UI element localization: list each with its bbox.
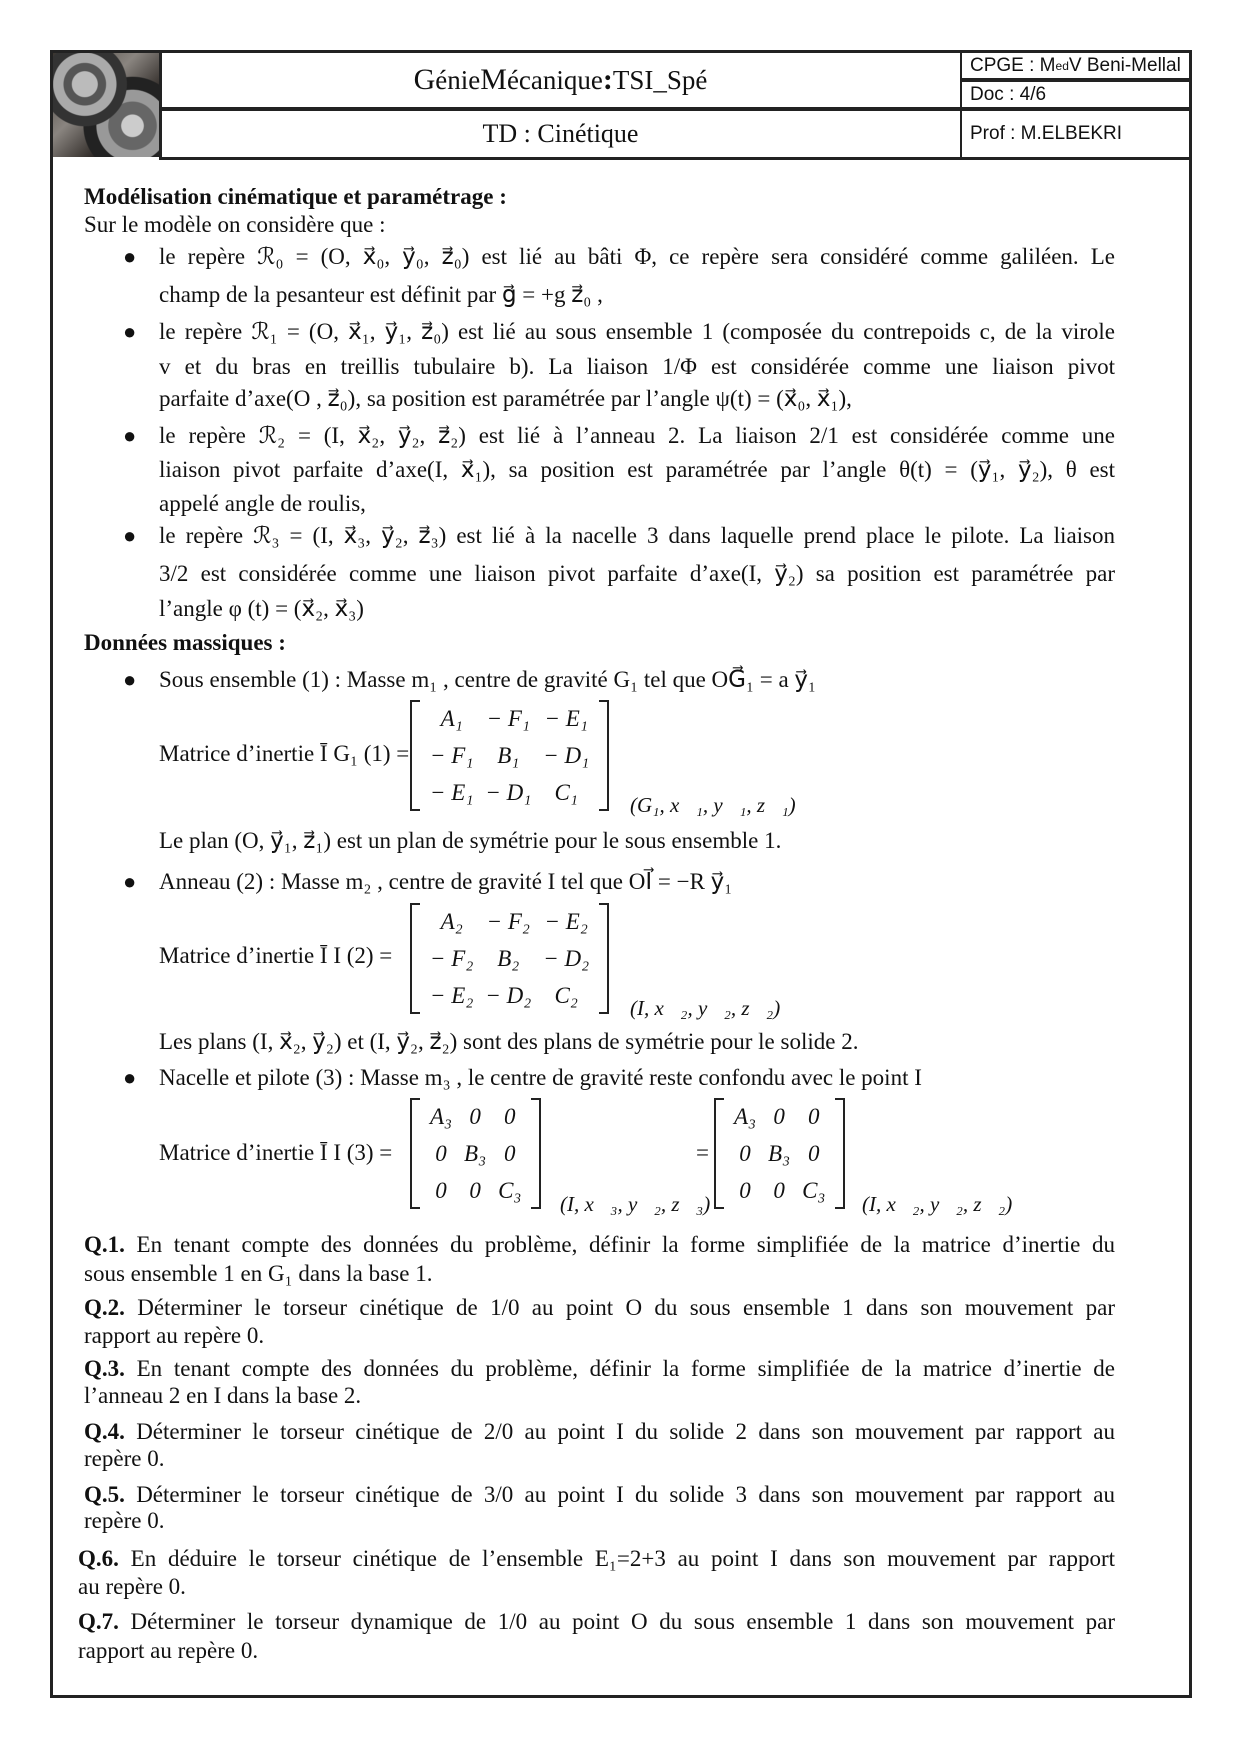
- section-heading-donnees-massiques: Données massiques :: [84, 630, 286, 655]
- matrix-bracket-left: [410, 700, 420, 811]
- matrix-cell: − F₂: [430, 945, 474, 971]
- matrix-row: [424, 977, 595, 1014]
- matrix-cell: 0: [773, 1103, 785, 1129]
- document-header: [50, 50, 1192, 160]
- question-text: Déterminer le torseur cinétique de 2/0 au point I du solide 2 dans son mouvement par rapport au: [136, 1419, 1115, 1444]
- bullet-icon: ●: [123, 869, 137, 894]
- matrix-cell: A₂: [440, 908, 463, 934]
- matrix-bracket-right: [531, 1098, 541, 1209]
- matrix-cell: − E₂: [430, 982, 474, 1008]
- gears-logo-image: [53, 53, 162, 157]
- matrix-cell: 0: [773, 1177, 785, 1203]
- s2-matrix-basis: (I, x⃗₂, y⃗₂, z⃗₂): [630, 996, 781, 1020]
- title-part: TSI_Spé: [612, 64, 708, 95]
- matrix-cell: B₃: [768, 1140, 791, 1166]
- equals-sign: =: [696, 1140, 709, 1165]
- matrix-cell: 0: [808, 1103, 820, 1129]
- matrix-cell: C₂: [554, 982, 578, 1008]
- td-subtitle: TD : Cinétique: [159, 108, 962, 160]
- matrix-cell: C₁: [554, 779, 578, 805]
- bullet-3-line-3: appelé angle de roulis,: [159, 491, 366, 516]
- school-sup: ed: [1055, 58, 1069, 73]
- matrix-cell: − F₂: [486, 908, 530, 934]
- question-text: Déterminer le torseur cinétique de 1/0 au point O du sous ensemble 1 dans son mouvement par: [137, 1295, 1116, 1320]
- matrix-row: [728, 1172, 831, 1209]
- matrix-cell: − E₁: [544, 705, 588, 731]
- question-6-continuation: au repère 0.: [78, 1574, 186, 1599]
- title-part: énie: [435, 64, 481, 95]
- s1-mass-line: Sous ensemble (1) : Masse m₁ , centre de gravité G₁ tel que OG⃗₁ = a y⃗₁: [159, 667, 817, 692]
- course-title: [159, 50, 962, 110]
- matrix-cell: 0: [739, 1177, 751, 1203]
- matrix-bracket-right: [835, 1098, 845, 1209]
- matrix-cell: B₃: [464, 1140, 487, 1166]
- s1-matrix-basis: (G₁, x⃗₁, y⃗₁, z⃗₁): [630, 793, 796, 817]
- intro-lead: Sur le modèle on considère que :: [84, 212, 386, 237]
- question-text: En déduire le torseur cinétique de l’ensemble E₁=2+3 au point I dans son mouvement par rapport: [130, 1546, 1115, 1571]
- title-part: :: [602, 63, 613, 96]
- matrix-row: [728, 1098, 831, 1135]
- bullet-3-line-1: le repère ℛ₂ = (I, x⃗₂, y⃗₂, z⃗₂) est lié à l’anneau 2. La liaison 2/1 est considérée comme une: [159, 423, 1115, 448]
- question-2: [84, 1293, 1115, 1323]
- question-7: [78, 1607, 1115, 1637]
- bullet-4-line-2: 3/2 est considérée comme une liaison pivot parfaite d’axe(I, y⃗₂) sa position est paramétrée par: [159, 561, 1115, 586]
- bullet-4-line-3: l’angle φ (t) = (x⃗₂, x⃗₃): [159, 596, 364, 621]
- matrix-cell: A₃: [430, 1103, 453, 1129]
- matrix-cell: − D₂: [543, 945, 590, 971]
- s3-mass-line: Nacelle et pilote (3) : Masse m₃ , le centre de gravité reste confondu avec le point I: [159, 1065, 922, 1090]
- matrix-cell: C₃: [802, 1177, 826, 1203]
- matrix-cell: 0: [435, 1177, 447, 1203]
- matrix-cell: B₁: [497, 742, 520, 768]
- s2-symmetry-note: Les plans (I, x⃗₂, y⃗₂) et (I, y⃗₂, z⃗₂) sont des plans de symétrie pour le solide 2.: [159, 1029, 859, 1054]
- bullet-icon: ●: [123, 244, 137, 269]
- matrix-cell: − F₁: [486, 705, 530, 731]
- matrix-row: [424, 1135, 527, 1172]
- bullet-2-line-3: parfaite d’axe(O , z⃗₀), sa position est paramétrée par l’angle ψ(t) = (x⃗₀, x⃗₁),: [159, 386, 852, 411]
- bullet-icon: ●: [123, 523, 137, 548]
- school-label: CPGE : M: [970, 54, 1056, 76]
- matrix-bracket-left: [714, 1098, 724, 1209]
- question-number: Q.2.: [84, 1295, 125, 1320]
- question-4-continuation: repère 0.: [84, 1446, 165, 1471]
- matrix-cell: 0: [435, 1140, 447, 1166]
- question-6: [78, 1544, 1115, 1574]
- s1-symmetry-note: Le plan (O, y⃗₁, z⃗₁) est un plan de symétrie pour le sous ensemble 1.: [159, 828, 782, 853]
- bullet-icon: ●: [123, 423, 137, 448]
- question-number: Q.7.: [78, 1609, 119, 1634]
- title-part: écanique: [506, 64, 603, 95]
- s1-matrix-label: Matrice d’inertie Ī G₁ (1) =: [159, 741, 410, 766]
- matrix-cell: C₃: [498, 1177, 522, 1203]
- matrix-bracket-left: [410, 1098, 420, 1209]
- matrix-bracket-left: [410, 903, 420, 1014]
- question-number: Q.3.: [84, 1356, 125, 1381]
- bullet-1-line-2: champ de la pesanteur est définit par g⃗ = +g z⃗₀ ,: [159, 282, 603, 307]
- matrix-cell: 0: [808, 1140, 820, 1166]
- school-cell: [960, 50, 1192, 81]
- question-5-continuation: repère 0.: [84, 1508, 165, 1533]
- question-1: [84, 1230, 1115, 1260]
- bullet-icon: ●: [123, 319, 137, 344]
- matrix-row: [728, 1135, 831, 1172]
- bullet-2-line-1: le repère ℛ₁ = (O, x⃗₁, y⃗₁, z⃗₀) est lié au sous ensemble 1 (composée du contrepoids c, de la virole: [159, 319, 1115, 344]
- bullet-4-line-1: le repère ℛ₃ = (I, x⃗₃, y⃗₂, z⃗₃) est lié à la nacelle 3 dans laquelle prend place le pilote. La liaison: [159, 523, 1115, 548]
- matrix-cell: 0: [504, 1103, 516, 1129]
- matrix-cell: − D₁: [485, 779, 532, 805]
- title-part: M: [480, 63, 507, 96]
- matrix-cell: A₃: [734, 1103, 757, 1129]
- question-number: Q.5.: [84, 1482, 125, 1507]
- matrix-cell: 0: [504, 1140, 516, 1166]
- matrix-cell: B₂: [497, 945, 520, 971]
- matrix-row: [424, 774, 595, 811]
- bullet-1-line-1: le repère ℛ₀ = (O, x⃗₀, y⃗₀, z⃗₀) est lié au bâti Φ, ce repère sera considéré comme galiléen. Le: [159, 244, 1115, 269]
- matrix-row: [424, 700, 595, 737]
- title-part: G: [413, 63, 436, 96]
- question-text: En tenant compte des données du problème, définir la forme simplifiée de la matrice d’inertie de: [136, 1356, 1115, 1381]
- s3-matrix-basis: (I, x⃗₃, y⃗₂, z⃗₃): [560, 1192, 711, 1216]
- prof-name: Prof : M.ELBEKRI: [960, 108, 1192, 160]
- question-text: En tenant compte des données du problème, définir la forme simplifiée de la matrice d’inertie du: [136, 1232, 1116, 1257]
- matrix-cell: − D₂: [485, 982, 532, 1008]
- s2-inertia-matrix: [410, 903, 609, 1014]
- question-4: [84, 1417, 1115, 1447]
- question-3: [84, 1354, 1115, 1384]
- matrix-cell: 0: [469, 1103, 481, 1129]
- question-1-continuation: sous ensemble 1 en G₁ dans la base 1.: [84, 1261, 433, 1286]
- matrix-row: [424, 1172, 527, 1209]
- bullet-2-line-2: v et du bras en treillis tubulaire b). La liaison 1/Φ est considérée comme une liaison pivot: [159, 354, 1115, 379]
- s3-matrix-basis-2: (I, x⃗₂, y⃗₂, z⃗₂): [862, 1192, 1013, 1216]
- s2-mass-line: Anneau (2) : Masse m₂ , centre de gravité I tel que OI⃗ = −R y⃗₁: [159, 869, 733, 894]
- s3-matrix-label: Matrice d’inertie Ī I (3) =: [159, 1140, 393, 1165]
- matrix-cell: 0: [739, 1140, 751, 1166]
- matrix-row: [424, 1098, 527, 1135]
- matrix-cell: A₁: [440, 705, 463, 731]
- question-number: Q.4.: [84, 1419, 125, 1444]
- bullet-3-line-2: liaison pivot parfaite d’axe(I, x⃗₁), sa position est paramétrée par l’angle θ(t) = (y⃗₁, y⃗₂), θ est: [159, 457, 1115, 482]
- question-number: Q.6.: [78, 1546, 119, 1571]
- matrix-cell: − E₂: [544, 908, 588, 934]
- matrix-bracket-right: [599, 903, 609, 1014]
- matrix-cell: 0: [469, 1177, 481, 1203]
- question-text: Déterminer le torseur dynamique de 1/0 au point O du sous ensemble 1 dans son mouvement par: [130, 1609, 1115, 1634]
- matrix-cell: − F₁: [430, 742, 474, 768]
- s3-inertia-matrix-base-2: [714, 1098, 845, 1209]
- matrix-cell: − E₁: [430, 779, 474, 805]
- matrix-row: [424, 903, 595, 940]
- matrix-row: [424, 737, 595, 774]
- question-2-continuation: rapport au repère 0.: [84, 1323, 265, 1348]
- s3-inertia-matrix: [410, 1098, 541, 1209]
- school-name: V Beni-Mellal: [1068, 54, 1181, 76]
- s1-inertia-matrix: [410, 700, 609, 811]
- s2-matrix-label: Matrice d’inertie Ī I (2) =: [159, 943, 393, 968]
- question-7-continuation: rapport au repère 0.: [78, 1638, 259, 1663]
- doc-number: Doc : 4/6: [960, 79, 1192, 110]
- question-text: Déterminer le torseur cinétique de 3/0 au point I du solide 3 dans son mouvement par rapport au: [136, 1482, 1115, 1507]
- bullet-icon: ●: [123, 1065, 137, 1090]
- matrix-row: [424, 940, 595, 977]
- question-5: [84, 1480, 1115, 1510]
- bullet-icon: ●: [123, 667, 137, 692]
- section-heading-modelisation: Modélisation cinématique et paramétrage :: [84, 184, 507, 209]
- question-3-continuation: l’anneau 2 en I dans la base 2.: [84, 1383, 362, 1408]
- matrix-bracket-right: [599, 700, 609, 811]
- matrix-cell: − D₁: [543, 742, 590, 768]
- question-number: Q.1.: [84, 1232, 125, 1257]
